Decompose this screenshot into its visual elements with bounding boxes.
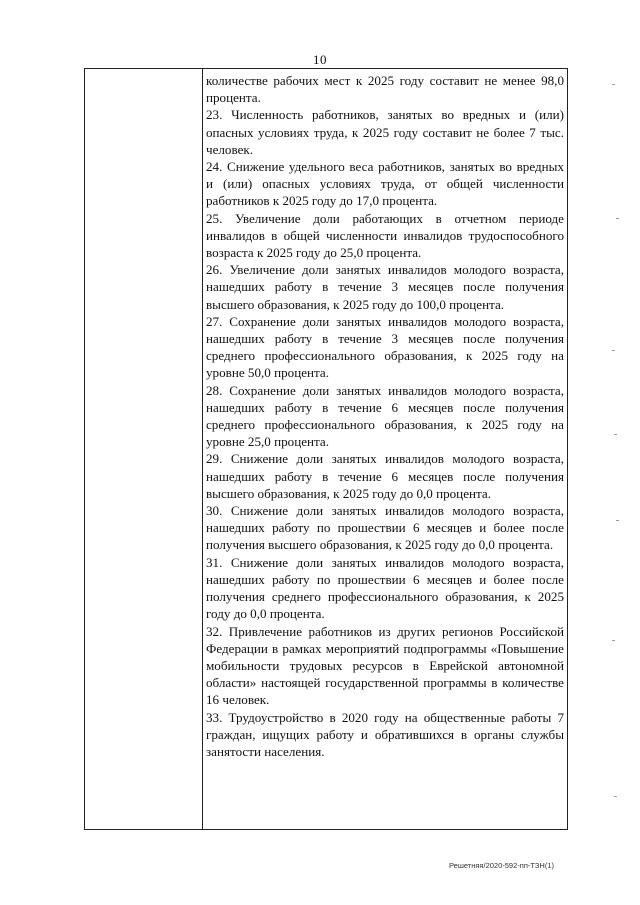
scan-artifact <box>614 434 617 435</box>
item-30: 30. Снижение доли занятых инвалидов молодого возраста, нашедших работу по прошествии 6 месяцев и более после получения высшего образования, к 2025 году до 0,0 процента. <box>206 503 564 553</box>
item-23: 23. Численность работников, занятых во вредных и (или) опасных условиях труда, к 2025 году составит не более 7 тыс. человек. <box>206 107 564 157</box>
scan-artifact <box>612 640 615 641</box>
item-31: 31. Снижение доли занятых инвалидов молодого возраста, нашедших работу по прошествии 6 месяцев и более после получения среднего профессионального образования, к 2025 году до 0,0 процента. <box>206 554 564 622</box>
item-24: 24. Снижение удельного веса работников, занятых во вредных и (или) опасных условиях труда, от общей численности работников к 2025 году до 17,0 процента. <box>206 159 564 209</box>
page-number: 10 <box>313 52 327 67</box>
item-32: 32. Привлечение работников из других регионов Российской Федерации в рамках мероприятий подпрограммы «Повышение мобильности трудовых ресурсов в Еврейской автономной области» настоящей государственной программы в количестве 16 человек. <box>206 623 564 708</box>
scan-artifact <box>616 520 619 521</box>
document-code: Решетняя/2020-592-пп-ТЗН(1) <box>449 861 554 870</box>
results-text-cell <box>206 72 564 760</box>
item-33: 33. Трудоустройство в 2020 году на общественные работы 7 граждан, ищущих работу и обратившихся в органы службы занятости населения. <box>206 709 564 759</box>
item-26: 26. Увеличение доли занятых инвалидов молодого возраста, нашедших работу в течение 3 месяцев после получения высшего образования, к 2025 году до 100,0 процента. <box>206 262 564 312</box>
scan-artifact <box>612 84 615 85</box>
scan-artifact <box>616 218 619 219</box>
column-divider <box>202 68 203 830</box>
scan-artifact <box>612 350 615 351</box>
item-29: 29. Снижение доли занятых инвалидов молодого возраста, нашедших работу в течение 6 месяцев после получения высшего образования, к 2025 году до 0,0 процента. <box>206 451 564 501</box>
item-22-continued: количестве рабочих мест к 2025 году составит не менее 98,0 процента. <box>206 73 564 106</box>
item-25: 25. Увеличение доли работающих в отчетном периоде инвалидов в общей численности инвалидов трудоспособного возраста к 2025 году до 25,0 процента. <box>206 210 564 261</box>
item-27: 27. Сохранение доли занятых инвалидов молодого возраста, нашедших работу в течение 3 месяцев после получения среднего профессионального образования, к 2025 году на уровне 50,0 процента. <box>206 313 564 381</box>
item-28: 28. Сохранение доли занятых инвалидов молодого возраста, нашедших работу в течение 6 месяцев после получения среднего профессионального образования, к 2025 году на уровне 25,0 процента. <box>206 382 564 450</box>
scan-artifact <box>614 796 617 797</box>
